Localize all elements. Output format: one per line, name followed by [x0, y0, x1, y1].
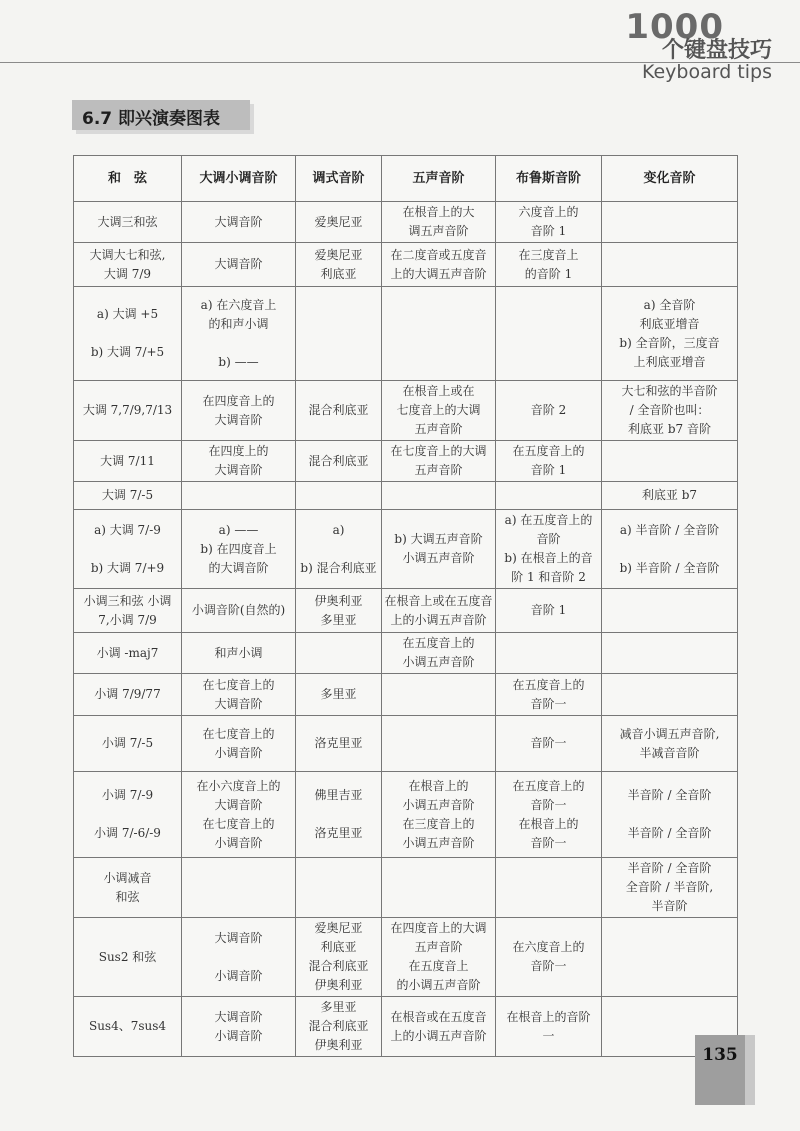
table-cell: 小调音阶(自然的): [182, 589, 296, 633]
table-cell: 在三度音上 的音阶 1: [496, 243, 602, 287]
table-cell: Sus4、7sus4: [74, 997, 182, 1057]
table-cell: [496, 858, 602, 918]
table-row: [74, 858, 738, 918]
table-cell: [296, 633, 382, 674]
table-cell: [602, 918, 738, 997]
table-cell: [496, 482, 602, 510]
page-number: 135: [702, 1045, 738, 1065]
table-cell: 小调 -maj7: [74, 633, 182, 674]
table-row: [74, 633, 738, 674]
table-cell: a) 全音阶 利底亚增音 b) 全音阶，三度音 上利底亚增音: [602, 287, 738, 381]
table-cell: 在五度音上的 音阶一: [496, 674, 602, 716]
table-cell: 在根音上或在五度音 上的小调五声音阶: [382, 589, 496, 633]
column-header-mode-scale: 调式音阶: [296, 156, 382, 202]
table-cell: [382, 858, 496, 918]
table-cell: 大调音阶: [182, 202, 296, 243]
column-header-altered-scale: 变化音阶: [602, 156, 738, 202]
table-cell: 利底亚 b7: [602, 482, 738, 510]
table-cell: [296, 858, 382, 918]
table-cell: [496, 633, 602, 674]
table-cell: 在五度音上的 小调五声音阶: [382, 633, 496, 674]
table-cell: a) 在五度音上的 音阶 b) 在根音上的音 阶 1 和音阶 2: [496, 510, 602, 589]
table-cell: 爱奥尼亚 利底亚: [296, 243, 382, 287]
table-cell: a) 大调 7/-9 b) 大调 7/+9: [74, 510, 182, 589]
table-cell: 在四度音上的 大调音阶: [182, 381, 296, 441]
table-cell: 在五度音上的 音阶一 在根音上的 音阶一: [496, 772, 602, 858]
book-logo: [625, 7, 772, 83]
table-row: [74, 772, 738, 858]
table-cell: 音阶 2: [496, 381, 602, 441]
table-cell: 在六度音上的 音阶一: [496, 918, 602, 997]
table-cell: 在根音上的 小调五声音阶 在三度音上的 小调五声音阶: [382, 772, 496, 858]
table-cell: 伊奥利亚 多里亚: [296, 589, 382, 633]
table-cell: 和声小调: [182, 633, 296, 674]
table-row: [74, 381, 738, 441]
table-cell: 半音阶 / 全音阶 半音阶 / 全音阶: [602, 772, 738, 858]
table-row: [74, 918, 738, 997]
table-cell: 在七度音上的 小调音阶: [182, 716, 296, 772]
table-cell: 大调音阶 小调音阶: [182, 997, 296, 1057]
table-body: [74, 202, 738, 1057]
table-cell: 大调 7/-5: [74, 482, 182, 510]
table-cell: 在四度音上的大调 五声音阶 在五度音上 的小调五声音阶: [382, 918, 496, 997]
table-cell: 小调三和弦 小调 7,小调 7/9: [74, 589, 182, 633]
table-row: [74, 243, 738, 287]
table-cell: [296, 287, 382, 381]
table-cell: [602, 243, 738, 287]
table-cell: a) —— b) 在四度音上 的大调音阶: [182, 510, 296, 589]
table-cell: 混合利底亚: [296, 441, 382, 482]
table-cell: a) 大调 +5 b) 大调 7/+5: [74, 287, 182, 381]
table-cell: 大七和弦的半音阶 / 全音阶也叫： 利底亚 b7 音阶: [602, 381, 738, 441]
table-cell: 在七度音上的大调 五声音阶: [382, 441, 496, 482]
column-header-major-minor-scale: 大调小调音阶: [182, 156, 296, 202]
table-cell: 在七度音上的 大调音阶: [182, 674, 296, 716]
table-cell: 爱奥尼亚 利底亚 混合利底亚 伊奥利亚: [296, 918, 382, 997]
table-cell: [382, 674, 496, 716]
table-cell: [382, 482, 496, 510]
table-cell: [602, 589, 738, 633]
table-cell: [496, 287, 602, 381]
column-header-chord: 和 弦: [74, 156, 182, 202]
table-cell: 小调减音 和弦: [74, 858, 182, 918]
table-cell: [382, 287, 496, 381]
table-cell: 佛里吉亚 洛克里亚: [296, 772, 382, 858]
column-header-pentatonic: 五声音阶: [382, 156, 496, 202]
table-cell: [602, 441, 738, 482]
logo-english-title: Keyboard tips: [641, 61, 772, 83]
logo-chinese-title: 个键盘技巧: [661, 38, 772, 63]
table-row: [74, 441, 738, 482]
table-cell: [602, 202, 738, 243]
table-cell: 在四度上的 大调音阶: [182, 441, 296, 482]
section-title: 6.7 即兴演奏图表: [82, 109, 221, 129]
table-cell: 多里亚: [296, 674, 382, 716]
table-cell: 大调三和弦: [74, 202, 182, 243]
page-number-badge: [695, 1035, 745, 1105]
table-row: [74, 287, 738, 381]
table-cell: [296, 482, 382, 510]
table-row: [74, 202, 738, 243]
table-cell: 小调 7/-9 小调 7/-6/-9: [74, 772, 182, 858]
table-cell: a) b) 混合利底亚: [296, 510, 382, 589]
table-cell: [182, 858, 296, 918]
page-edge-strip: [745, 1035, 755, 1105]
table-cell: 在五度音上的 音阶 1: [496, 441, 602, 482]
table-cell: 爱奥尼亚: [296, 202, 382, 243]
table-cell: 小调 7/9/77: [74, 674, 182, 716]
table-cell: Sus2 和弦: [74, 918, 182, 997]
table-cell: 在小六度音上的 大调音阶 在七度音上的 小调音阶: [182, 772, 296, 858]
table-cell: [602, 674, 738, 716]
table-cell: 六度音上的 音阶 1: [496, 202, 602, 243]
table-row: [74, 510, 738, 589]
table-cell: 大调音阶: [182, 243, 296, 287]
table-cell: 在根音上的音阶 一: [496, 997, 602, 1057]
table-cell: 半音阶 / 全音阶 全音阶 / 半音阶, 半音阶: [602, 858, 738, 918]
table-row: [74, 674, 738, 716]
logo-number: 1000: [625, 7, 724, 47]
table-cell: 在根音上的大 调五声音阶: [382, 202, 496, 243]
table-cell: 大调 7,7/9,7/13: [74, 381, 182, 441]
table-cell: 音阶一: [496, 716, 602, 772]
table-cell: [382, 716, 496, 772]
improvisation-chart-table: [73, 155, 738, 1057]
table-cell: a) 在六度音上 的和声小调 b) ——: [182, 287, 296, 381]
table-row: [74, 997, 738, 1057]
table-cell: 在根音上或在 七度音上的大调 五声音阶: [382, 381, 496, 441]
table-header-row: [74, 156, 738, 202]
table-cell: [182, 482, 296, 510]
table-cell: 大调音阶 小调音阶: [182, 918, 296, 997]
table-row: [74, 589, 738, 633]
table-cell: 音阶 1: [496, 589, 602, 633]
table-row: [74, 716, 738, 772]
table-cell: 多里亚 混合利底亚 伊奥利亚: [296, 997, 382, 1057]
table-row: [74, 482, 738, 510]
table-cell: 在二度音或五度音 上的大调五声音阶: [382, 243, 496, 287]
column-header-blues-scale: 布鲁斯音阶: [496, 156, 602, 202]
table-cell: a) 半音阶 / 全音阶 b) 半音阶 / 全音阶: [602, 510, 738, 589]
table-cell: b) 大调五声音阶 小调五声音阶: [382, 510, 496, 589]
table-cell: 大调大七和弦, 大调 7/9: [74, 243, 182, 287]
table-cell: 大调 7/11: [74, 441, 182, 482]
table-cell: [602, 633, 738, 674]
section-heading-box: [72, 100, 250, 130]
table-cell: 混合利底亚: [296, 381, 382, 441]
table-cell: 洛克里亚: [296, 716, 382, 772]
table-cell: 小调 7/-5: [74, 716, 182, 772]
table-cell: 减音小调五声音阶, 半减音音阶: [602, 716, 738, 772]
table-cell: 在根音或在五度音 上的小调五声音阶: [382, 997, 496, 1057]
